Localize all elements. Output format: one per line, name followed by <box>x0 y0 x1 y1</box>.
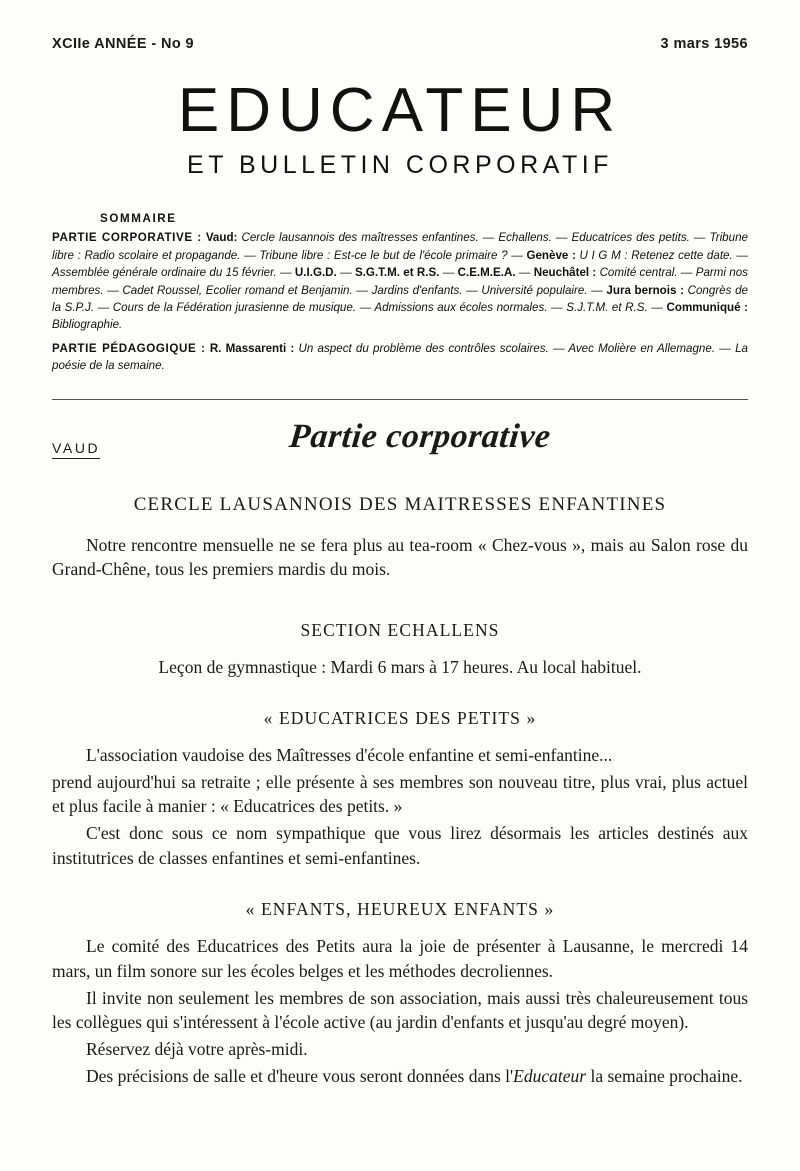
issue-number: XCIIe ANNÉE - No 9 <box>52 36 195 52</box>
paragraph-enfants-3: Réservez déjà votre après-midi. <box>86 1039 308 1060</box>
heading-enfants-heureux-enfants: « ENFANTS, HEUREUX ENFANTS » <box>245 899 555 920</box>
article-body <box>52 492 748 1089</box>
sommaire-sgtm: S.G.T.M. et R.S. <box>354 266 440 280</box>
sommaire-sep-2: — <box>442 266 455 280</box>
sommaire-sep-1: — <box>340 266 352 280</box>
sommaire-pedagogique-label: PARTIE PÉDAGOGIQUE : <box>52 341 206 355</box>
paragraph-echallens: Leçon de gymnastique : Mardi 6 mars à 17 heures. Au local habituel. <box>158 657 642 678</box>
region-tag-vaud: VAUD <box>52 440 100 459</box>
paragraph-educatrices-2: prend aujourd'hui sa retraite ; elle présente à ses membres son nouveau titre, plus vrai, plus actuel et plus facile à manier : « Educatrices des petits. » <box>52 771 748 817</box>
part-title: Partie corporative <box>287 417 553 455</box>
title-block <box>0 78 800 180</box>
sommaire-communique-text: Bibliographie. <box>52 318 123 332</box>
paragraph-enfants-2: Il invite non seulement les membres de son association, mais aussi très chaleureusement tous les collègues qui s'intéressent à l'école active (au jardin d'enfants et jusqu'au degré moyen). <box>52 987 748 1033</box>
paragraph-enfants-4-part1: Des précisions de salle et d'heure vous seront données dans l' <box>86 1066 514 1087</box>
masthead <box>0 0 800 52</box>
issue-date: 3 mars 1956 <box>660 36 748 52</box>
horizontal-divider <box>52 399 748 400</box>
part-header <box>52 418 748 474</box>
sommaire-pedagogique-text: Un aspect du problème des contrôles scolaires. — Avec Molière en Allemagne. — La poésie de la semaine. <box>52 341 748 373</box>
heading-section-echallens: SECTION ECHALLENS <box>300 620 500 641</box>
heading-cercle-lausannois: CERCLE LAUSANNOIS DES MAITRESSES ENFANTINES <box>133 493 667 515</box>
sommaire-corporative <box>52 229 748 333</box>
sommaire-pedagogique-author: R. Massarenti : <box>209 341 295 355</box>
sommaire-geneve-text: U I G M : Retenez cette date. — Assemblée générale ordinaire du 15 février. — <box>52 248 748 280</box>
journal-subtitle: ET BULLETIN CORPORATIF <box>187 151 613 180</box>
sommaire-neuchatel-label: Neuchâtel : <box>533 266 597 280</box>
sommaire-pedagogique <box>52 340 748 375</box>
paragraph-enfants-4 <box>52 1064 748 1089</box>
paragraph-enfants-1: Le comité des Educatrices des Petits aura la joie de présenter à Lausanne, le mercredi 14 mars, un film sonore sur les écoles belges et les méthodes decroliennes. <box>52 935 748 981</box>
sommaire-sep-3: — <box>518 266 531 280</box>
sommaire-vaud-text: Cercle lausannois des maîtresses enfantines. — Echallens. — Educatrices des petits. — Tribune libre : Radio scolaire et propagande. — Tribune libre : Est-ce le but de l'école primaire ? — <box>52 231 748 262</box>
paragraph-enfants-4-part3: la semaine prochaine. <box>586 1066 743 1087</box>
sommaire-corporative-label: PARTIE CORPORATIVE : <box>52 231 202 245</box>
sommaire-communique-label: Communiqué : <box>666 301 748 315</box>
sommaire-jura-text: Congrès de la S.P.J. — Cours de la Fédération jurasienne de musique. — Admissions aux écoles normales. — S.J.T.M. et R.S. — <box>52 283 748 315</box>
journal-title: EDUCATEUR <box>177 76 623 145</box>
paragraph-educatrices-1: L'association vaudoise des Maîtresses d'école enfantine et semi-enfantine... <box>86 744 613 765</box>
paragraph-enfants-4-journal-name: Educateur <box>513 1066 587 1087</box>
sommaire-cemea: C.E.M.E.A. <box>457 266 516 280</box>
sommaire-neuchatel-text: Comité central. — Parmi nos membres. — Cadet Roussel, Ecolier romand et Benjamin. — Jardins d'enfants. — Université populaire. — <box>52 266 748 297</box>
sommaire-geneve-label: Genève : <box>526 248 576 262</box>
sommaire-uigd: U.I.G.D. <box>294 266 337 280</box>
paragraph-educatrices-3: C'est donc sous ce nom sympathique que vous lirez désormais les articles destinés aux institutrices de classes enfantines et semi-enfantines. <box>52 823 748 869</box>
sommaire-jura-label: Jura bernois : <box>606 283 684 297</box>
heading-educatrices-des-petits: « EDUCATRICES DES PETITS » <box>263 707 537 728</box>
sommaire-vaud-label: Vaud: <box>205 231 238 245</box>
sommaire-heading: SOMMAIRE <box>100 212 177 226</box>
table-of-contents <box>52 210 748 375</box>
paragraph-cercle: Notre rencontre mensuelle ne se fera plus au tea-room « Chez-vous », mais au Salon rose du Grand-Chêne, tous les premiers mardis du mois. <box>52 534 748 580</box>
